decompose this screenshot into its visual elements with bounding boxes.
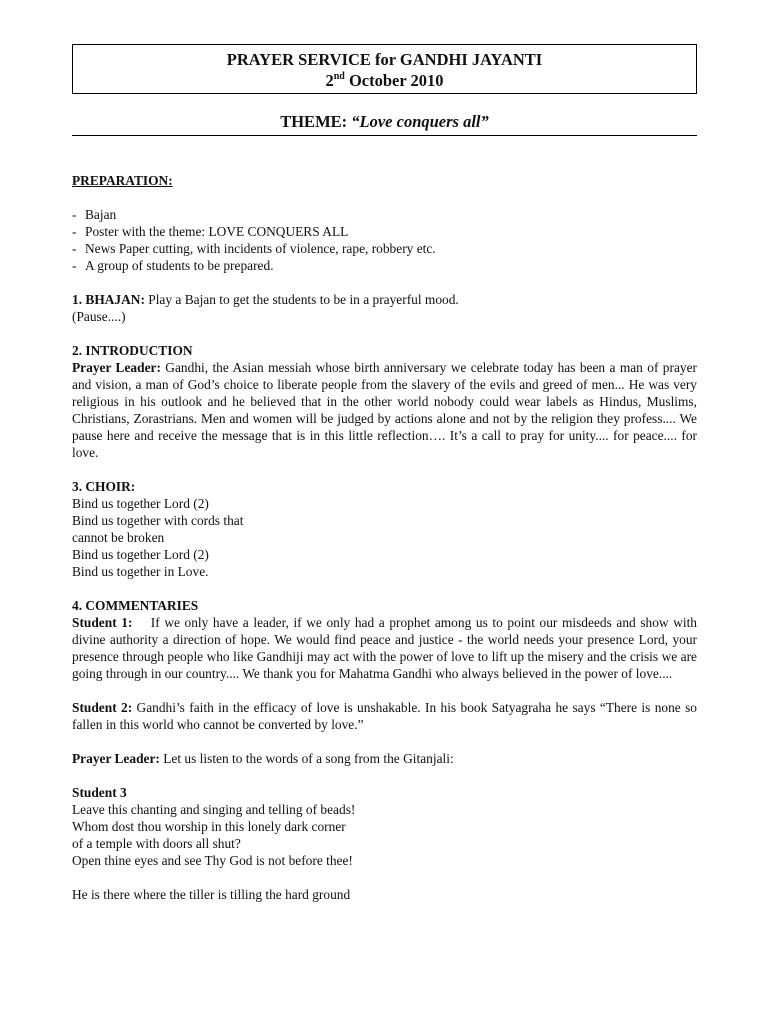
poem-line: Open thine eyes and see Thy God is not before thee!	[72, 853, 353, 868]
list-item: - Poster with the theme: LOVE CONQUERS ALL	[72, 224, 349, 239]
list-item-text: A group of students to be prepared.	[85, 258, 274, 273]
commentaries-heading: 4. COMMENTARIES	[72, 598, 199, 613]
poem-line: Leave this chanting and singing and telling of beads!	[72, 802, 356, 817]
document-date	[73, 70, 696, 91]
date-rest: October 2010	[344, 71, 444, 90]
choir-section	[72, 478, 697, 580]
poem-line: of a temple with doors all shut?	[72, 836, 241, 851]
leader-text: Let us listen to the words of a song from the Gitanjali:	[159, 751, 454, 766]
bhajan-section	[72, 291, 697, 325]
student1-paragraph	[72, 614, 701, 682]
date-day: 2	[325, 71, 334, 90]
lyric-line: Bind us together Lord (2)	[72, 547, 209, 562]
introduction-speaker: Prayer Leader:	[72, 360, 161, 375]
list-item-text: Poster with the theme: LOVE CONQUERS ALL	[85, 224, 349, 239]
date-suffix: nd	[333, 70, 345, 82]
student3-block	[72, 784, 697, 869]
preparation-list	[72, 206, 697, 274]
theme-heading	[72, 113, 697, 136]
student2-paragraph	[72, 699, 697, 733]
leader-paragraph	[72, 750, 697, 767]
lyric-line: Bind us together Lord (2)	[72, 496, 209, 511]
introduction-paragraph	[72, 359, 697, 461]
introduction-section	[72, 342, 697, 461]
student2-text: Gandhi’s faith in the efficacy of love is unshakable. In his book Satyagraha he says “There is none so fallen in this world who cannot be converted by love.”	[72, 700, 697, 732]
student2-label: Student 2:	[72, 700, 133, 715]
list-item: - A group of students to be prepared.	[72, 258, 274, 273]
theme-label: THEME:	[280, 112, 352, 131]
list-item: - Bajan	[72, 207, 117, 222]
leader-label: Prayer Leader:	[72, 751, 160, 766]
introduction-text: Gandhi, the Asian messiah whose birth anniversary we celebrate today has been a man of prayer and vision, a man of God’s choice to liberate people from the slavery of the evils and greed of men... He was very religious in his outlook and he believed that in the other world nobody could wear labels as Hindus, Muslims, Christians, Zorastrians. Men and women will be judged by actions alone and not by the religion they profess.... We pause here and receive the message that is in this little reflection…. It’s a call to pray for unity.... for peace.... for love.	[72, 360, 698, 460]
choir-lyrics	[72, 495, 697, 580]
choir-heading: 3. CHOIR:	[72, 479, 136, 494]
poem-last-line: He is there where the tiller is tilling the hard ground	[72, 887, 351, 902]
title-box	[72, 44, 697, 94]
document-page	[72, 44, 701, 903]
lyric-line: Bind us together in Love.	[72, 564, 209, 579]
student1-label: Student 1:	[72, 615, 133, 630]
student3-poem	[72, 801, 697, 869]
lyric-line: Bind us together with cords that	[72, 513, 244, 528]
bhajan-label: 1. BHAJAN:	[72, 292, 145, 307]
list-item-text: News Paper cutting, with incidents of violence, rape, robbery etc.	[85, 241, 436, 256]
poem-line: Whom dost thou worship in this lonely dark corner	[72, 819, 346, 834]
list-item-text: Bajan	[85, 207, 117, 222]
document-title: PRAYER SERVICE for GANDHI JAYANTI	[226, 50, 543, 69]
student3-label: Student 3	[72, 785, 127, 800]
preparation-heading: PREPARATION:	[72, 173, 173, 188]
introduction-heading: 2. INTRODUCTION	[72, 343, 193, 358]
commentaries-section	[72, 597, 701, 903]
bhajan-pause: (Pause....)	[72, 309, 126, 324]
theme-text: “Love conquers all”	[351, 112, 489, 131]
list-item: - News Paper cutting, with incidents of violence, rape, robbery etc.	[72, 241, 436, 256]
bhajan-text: Play a Bajan to get the students to be in a prayerful mood.	[144, 292, 459, 307]
lyric-line: cannot be broken	[72, 530, 165, 545]
student1-text: If we only have a leader, if we only had a prophet among us to point our misdeeds and show with divine authority a direction of hope. We would find peace and justice - the world needs your presence Lord, your presence through people who like Gandhiji may act with the power of love to lift up the misery and the crisis we are going through in our country.... We thank you for Mahatma Gandhi who always believed in the power of love....	[72, 615, 701, 681]
